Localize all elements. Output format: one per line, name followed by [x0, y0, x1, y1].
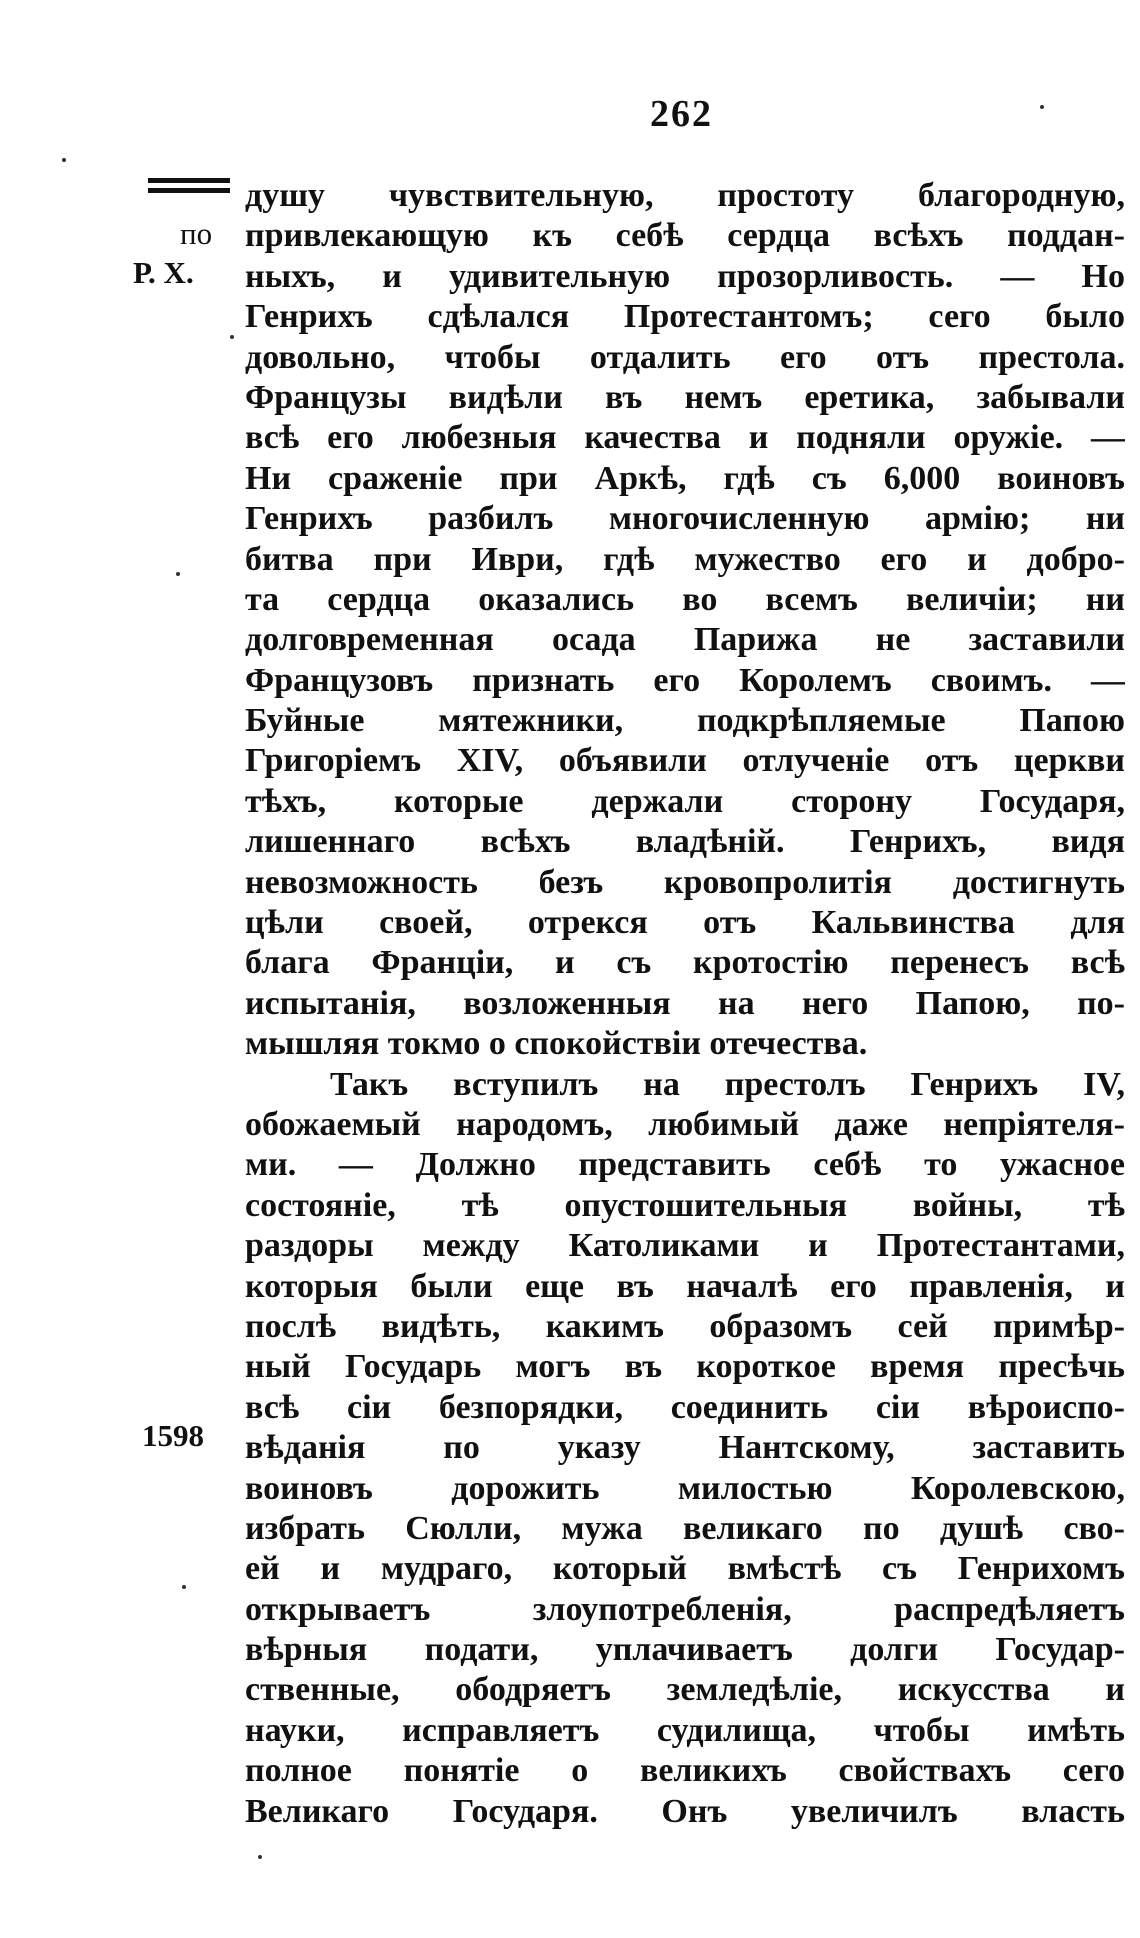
scan-speck [1040, 105, 1044, 109]
text-line: Генрихъ разбилъ многочисленную армію; ни [245, 500, 1125, 538]
margin-era-label-abbrev: Р. Х. [133, 255, 194, 290]
margin-era-label: по [180, 216, 213, 251]
text-line: вѣданія по указу Нантскому, заставить [245, 1429, 1125, 1467]
text-line: избрать Сюлли, мужа великаго по душѣ сво- [245, 1509, 1125, 1547]
text-line: тѣхъ, которые держали сторону Государя, [245, 782, 1125, 820]
text-line: Французы видѣли въ немъ еретика, забывали [245, 378, 1125, 416]
text-line: битва при Иври, гдѣ мужество его и добро- [245, 540, 1125, 578]
text-line: привлекающую къ себѣ сердца всѣхъ поддан- [245, 217, 1125, 255]
scan-speck [176, 572, 180, 576]
text-line: всѣ его любезныя качества и подняли оружіе. — [245, 419, 1125, 457]
text-line: которыя были еще въ началѣ его правленія, и [245, 1267, 1125, 1305]
text-line: ный Государь могъ въ короткое время пресѣчь [245, 1348, 1125, 1386]
text-line: состояніе, тѣ опустошительныя войны, тѣ [245, 1186, 1125, 1224]
page-number: 262 [650, 93, 713, 135]
text-line: раздоры между Католиками и Протестантами, [245, 1227, 1125, 1265]
text-line: Великаго Государя. Онъ увеличилъ власть [245, 1792, 1125, 1830]
text-line: ми. — Должно представить себѣ то ужасное [245, 1146, 1125, 1184]
scan-speck [62, 158, 66, 162]
text-line: блага Франціи, и съ кротостію перенесъ всѣ [245, 944, 1125, 982]
text-line: полное понятіе о великихъ свойствахъ сего [245, 1752, 1125, 1790]
text-line: цѣли своей, отрекся отъ Кальвинства для [245, 904, 1125, 942]
text-line: Ни сраженіе при Аркѣ, гдѣ съ 6,000 воиновъ [245, 459, 1125, 497]
text-line: Буйные мятежники, подкрѣпляемые Папою [245, 702, 1125, 740]
text-line: Генрихъ сдѣлался Протестантомъ; сего было [245, 298, 1125, 336]
text-line: вѣрныя подати, уплачиваетъ долги Государ- [245, 1631, 1125, 1669]
text-line: мышляя токмо о спокойствіи отечества. [245, 1025, 868, 1063]
scan-speck [182, 1585, 186, 1589]
text-line: Григоріемъ XIV, объявили отлученіе отъ церкви [245, 742, 1125, 780]
text-line: долговременная осада Парижа не заставили [245, 621, 1125, 659]
text-line: та сердца оказались во всемъ величіи; ни [245, 580, 1125, 618]
text-line: обожаемый народомъ, любимый даже непріятеля- [245, 1105, 1125, 1143]
text-line: открываетъ злоупотребленія, распредѣляетъ [245, 1590, 1125, 1628]
text-line: науки, исправляетъ судилища, чтобы имѣть [245, 1711, 1125, 1749]
text-line: Французовъ признать его Королемъ своимъ. — [245, 661, 1125, 699]
text-line: невозможность безъ кровопролитія достигнуть [245, 863, 1125, 901]
margin-double-rule-lower [148, 188, 230, 193]
body-text [245, 176, 1125, 1832]
text-line: ей и мудраго, который вмѣстѣ съ Генрихомъ [245, 1550, 1125, 1588]
scan-speck [230, 335, 234, 339]
paragraph-first-line: Такъ вступилъ на престолъ Генрихъ IV, [330, 1065, 1125, 1103]
text-line: душу чувствительную, простоту благородную, [245, 177, 1125, 214]
text-line: испытанія, возложенныя на него Папою, по- [245, 984, 1125, 1022]
margin-year: 1598 [142, 1418, 204, 1453]
text-line: воиновъ дорожить милостью Королевскою, [245, 1469, 1125, 1507]
scan-speck [258, 1855, 262, 1859]
text-line: всѣ сіи безпорядки, соединить сіи вѣроиспо- [245, 1388, 1125, 1426]
text-line: послѣ видѣть, какимъ образомъ сей примѣр- [245, 1307, 1125, 1345]
text-line: ныхъ, и удивительную прозорливость. — Но [245, 257, 1125, 295]
text-line: довольно, чтобы отдалить его отъ престола. [245, 338, 1125, 376]
text-line: лишеннаго всѣхъ владѣній. Генрихъ, видя [245, 823, 1125, 861]
text-line: ственные, ободряетъ земледѣліе, искусства и [245, 1671, 1125, 1709]
margin-double-rule [148, 178, 230, 183]
